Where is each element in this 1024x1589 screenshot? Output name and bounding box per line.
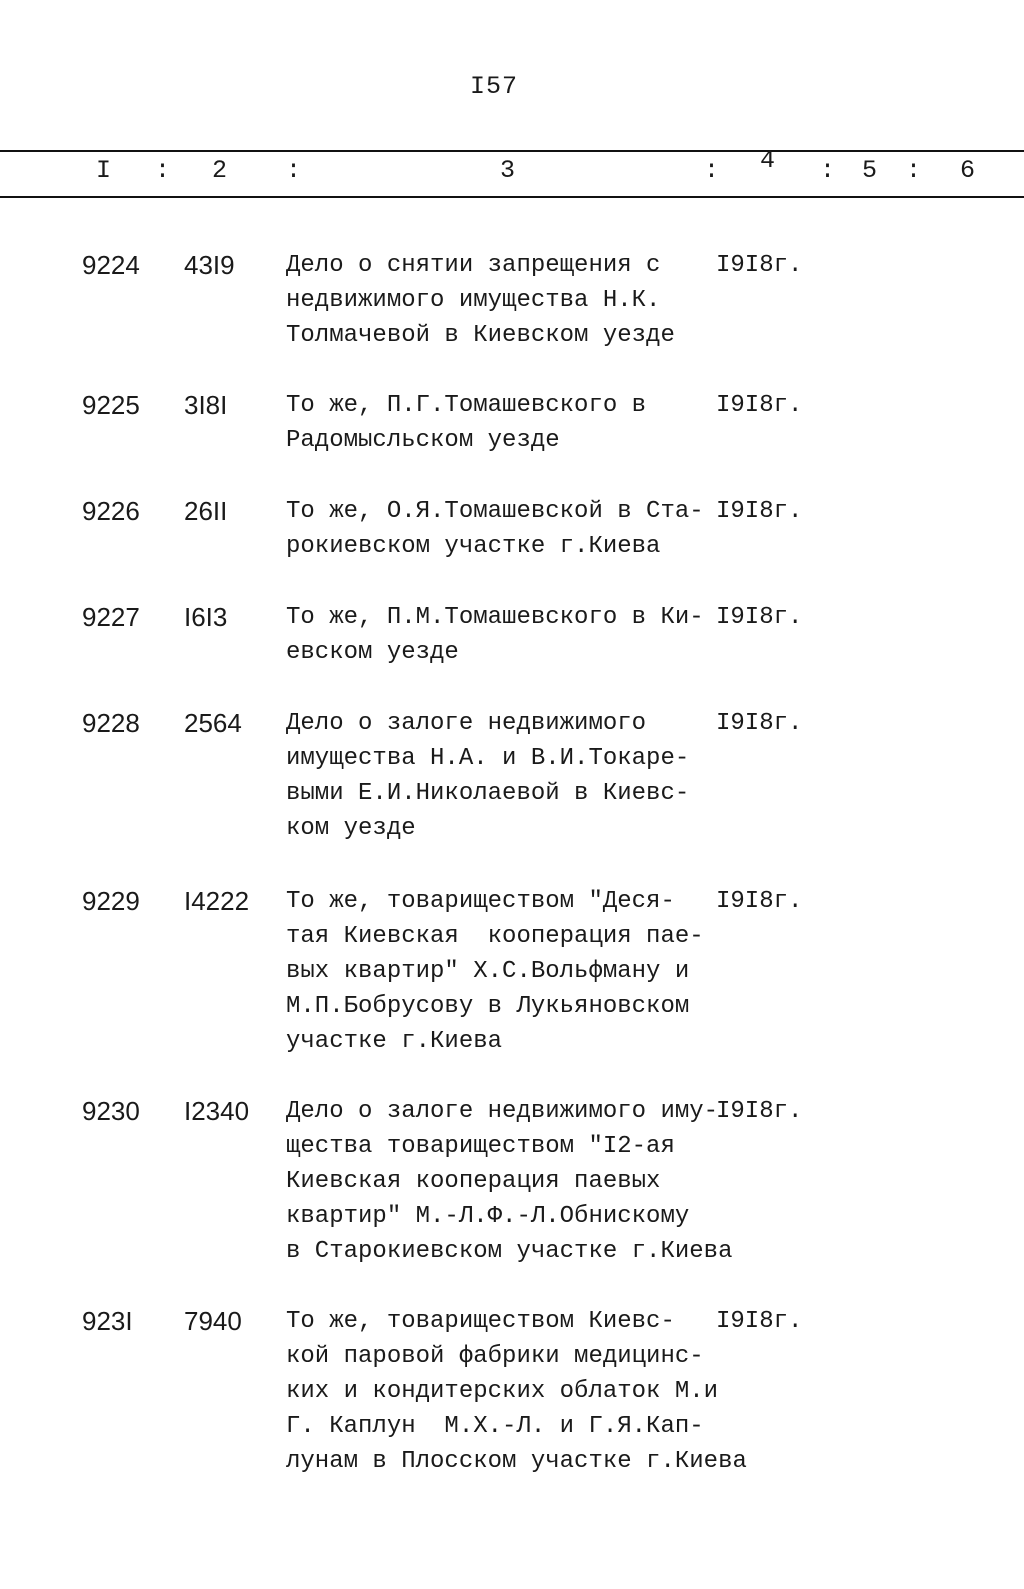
entry-title-line: имущества Н.А. и В.И.Токаре- bbox=[286, 745, 690, 772]
entry-title-line: недвижимого имущества Н.К. bbox=[286, 287, 661, 314]
entry-year: I9I8г. bbox=[716, 1098, 803, 1125]
entry-old-number: 26II bbox=[184, 496, 228, 526]
entry-title-line: вых квартир" Х.С.Вольфману и bbox=[286, 958, 690, 985]
entry-title-line: Толмачевой в Киевском уезде bbox=[286, 322, 675, 349]
entry-old-number: I6I3 bbox=[184, 602, 228, 632]
entry-title-line: Дело о снятии запрещения с bbox=[286, 252, 661, 279]
entry-old-number: 7940 bbox=[184, 1306, 242, 1336]
entry-title-line: Г. Каплун М.Х.-Л. и Г.Я.Кап- bbox=[286, 1413, 704, 1440]
entry-title-line: тая Киевская кооперация пае- bbox=[286, 923, 704, 950]
entry-year: I9I8г. bbox=[716, 498, 803, 525]
page-number: I57 bbox=[470, 72, 519, 101]
entry-title bbox=[286, 1304, 747, 1479]
entry-old-number: I4222 bbox=[184, 886, 250, 916]
entry-title-line: То же, О.Я.Томашевской в Ста- bbox=[286, 498, 704, 525]
entry-title-line: То же, товариществом "Деся- bbox=[286, 888, 675, 915]
entry-title-line: То же, П.Г.Томашевского в bbox=[286, 392, 647, 419]
entry-number: 9226 bbox=[82, 496, 140, 526]
entry-title bbox=[286, 494, 716, 564]
column-header-2: 2 bbox=[212, 156, 228, 185]
entry-number: 9228 bbox=[82, 708, 140, 738]
header-bottom-rule bbox=[0, 196, 1024, 198]
column-header-6: 6 bbox=[960, 156, 976, 185]
entry-title-line: кой паровой фабрики медицинс- bbox=[286, 1343, 704, 1370]
entry-title-line: участке г.Киева bbox=[286, 1028, 503, 1055]
entry-year: I9I8г. bbox=[716, 252, 803, 279]
entry-title-line: выми Е.И.Николаевой в Киевс- bbox=[286, 780, 690, 807]
entry-year: I9I8г. bbox=[716, 392, 803, 419]
entry-old-number: I2340 bbox=[184, 1096, 250, 1126]
entry-number: 9224 bbox=[82, 250, 140, 280]
entry-title-line: лунам в Плосском участке г.Киева bbox=[286, 1448, 747, 1475]
entry-number: 923I bbox=[82, 1306, 133, 1336]
entry-old-number: 43I9 bbox=[184, 250, 235, 280]
entry-title-line: щества товариществом "I2-ая bbox=[286, 1133, 675, 1160]
entry-title bbox=[286, 600, 716, 670]
entry-old-number: 2564 bbox=[184, 708, 242, 738]
entry-title-line: Дело о залоге недвижимого bbox=[286, 710, 647, 737]
entry-title-line: евском уезде bbox=[286, 639, 459, 666]
entry-title-line: квартир" М.-Л.Ф.-Л.Обнискому bbox=[286, 1203, 690, 1230]
entry-title bbox=[286, 1094, 733, 1269]
column-header-1: I bbox=[96, 156, 112, 185]
entry-title-line: Радомысльском уезде bbox=[286, 427, 560, 454]
entry-year: I9I8г. bbox=[716, 710, 803, 737]
entry-title-line: ких и кондитерских облаток М.и bbox=[286, 1378, 719, 1405]
entry-year: I9I8г. bbox=[716, 604, 803, 631]
column-separator: : bbox=[820, 156, 836, 185]
column-header-3: 3 bbox=[500, 156, 516, 185]
column-separator: : bbox=[906, 156, 922, 185]
entry-title-line: М.П.Бобрусову в Лукьяновском bbox=[286, 993, 690, 1020]
entry-old-number: 3I8I bbox=[184, 390, 228, 420]
entry-title-line: рокиевском участке г.Киева bbox=[286, 533, 661, 560]
entry-number: 9227 bbox=[82, 602, 140, 632]
entry-title-line: Дело о залоге недвижимого иму- bbox=[286, 1098, 719, 1125]
entry-number: 9229 bbox=[82, 886, 140, 916]
column-separator: : bbox=[704, 156, 720, 185]
entry-title-line: Киевская кооперация паевых bbox=[286, 1168, 661, 1195]
entry-title bbox=[286, 388, 716, 458]
entry-title bbox=[286, 248, 716, 353]
entry-title-line: То же, П.М.Томашевского в Ки- bbox=[286, 604, 704, 631]
entry-title-line: ком уезде bbox=[286, 815, 416, 842]
entry-number: 9225 bbox=[82, 390, 140, 420]
entry-title-line: в Старокиевском участке г.Киева bbox=[286, 1238, 733, 1265]
entry-number: 9230 bbox=[82, 1096, 140, 1126]
entry-title bbox=[286, 884, 716, 1059]
entry-year: I9I8г. bbox=[716, 888, 803, 915]
column-separator: : bbox=[286, 156, 302, 185]
entry-title-line: То же, товариществом Киевс- bbox=[286, 1308, 675, 1335]
header-top-rule bbox=[0, 150, 1024, 152]
entry-year: I9I8г. bbox=[716, 1308, 803, 1335]
entry-title bbox=[286, 706, 716, 846]
column-separator: : bbox=[155, 156, 171, 185]
column-header-5: 5 bbox=[862, 156, 878, 185]
column-header-4: 4 bbox=[760, 146, 776, 175]
